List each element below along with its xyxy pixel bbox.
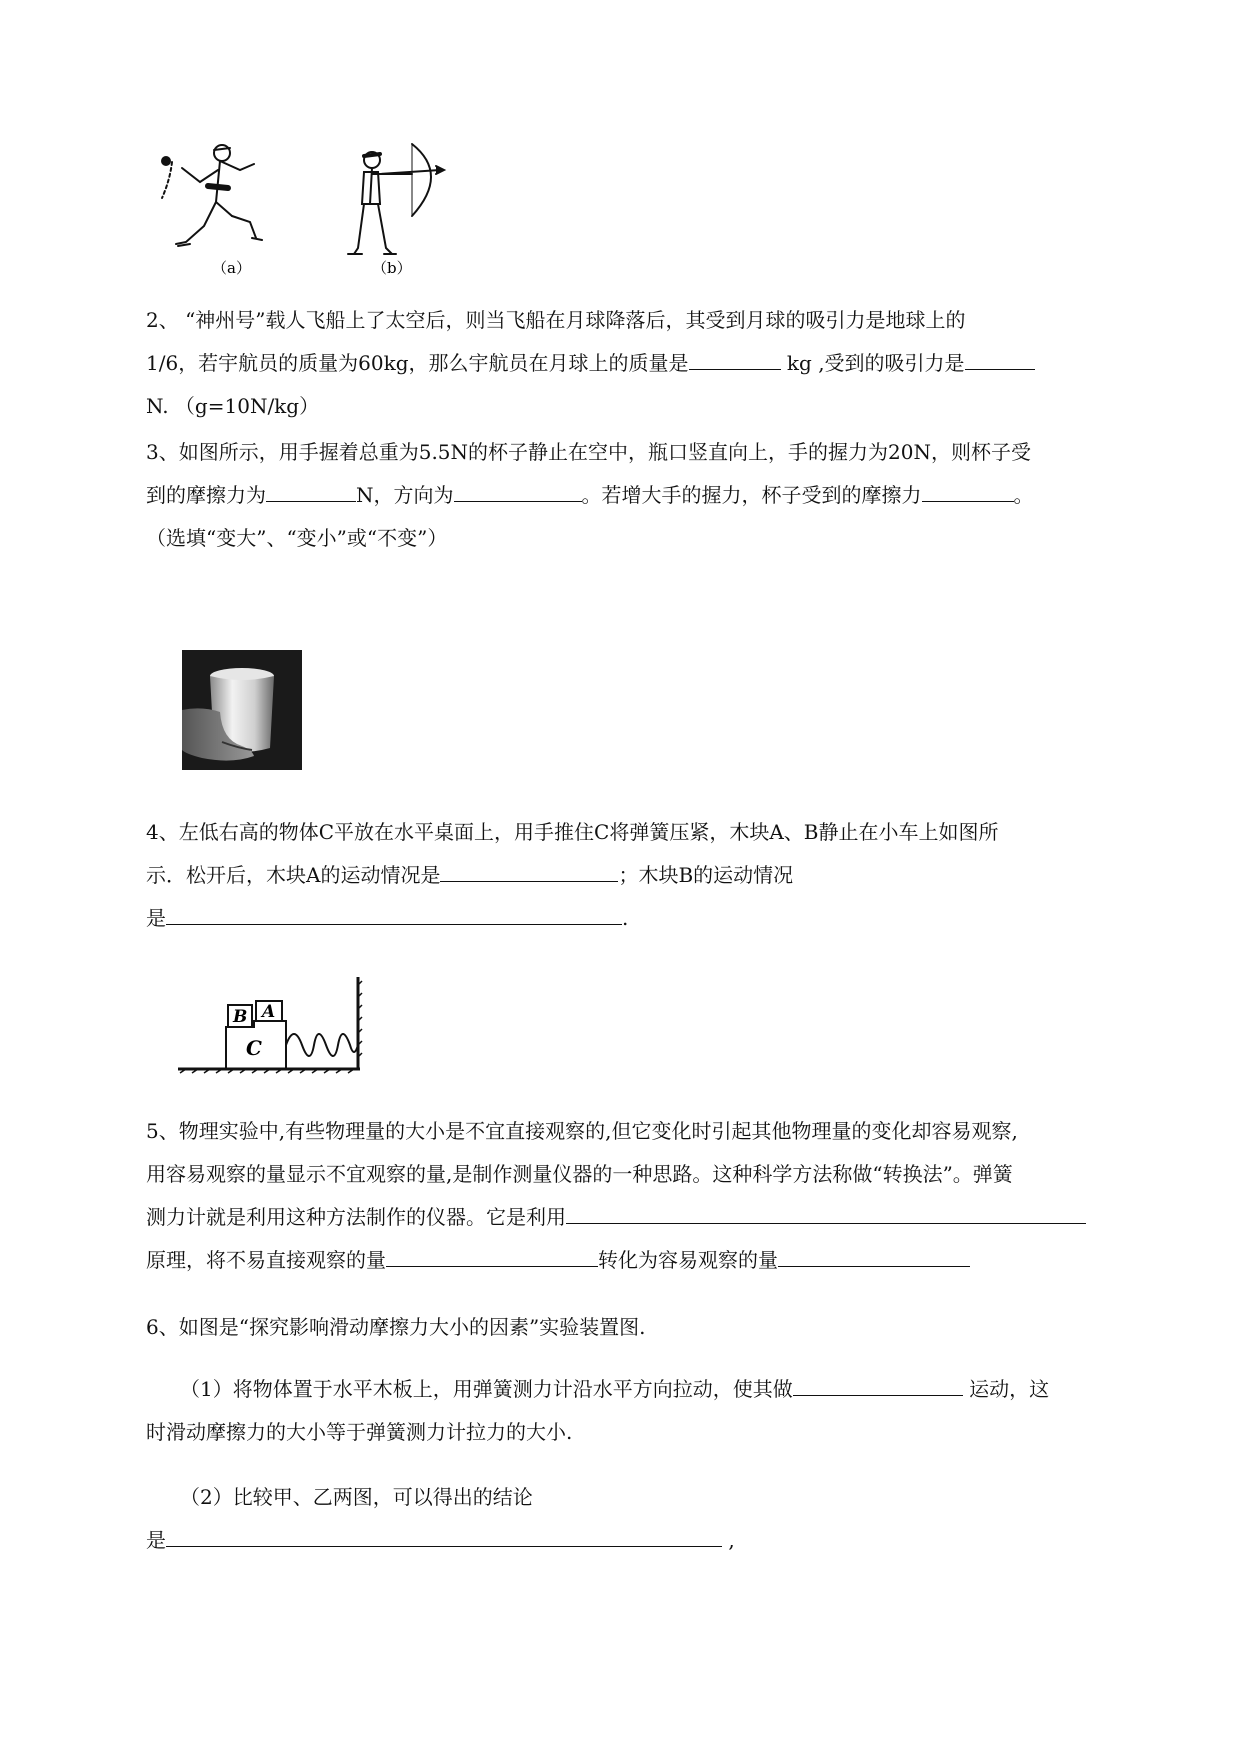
figure-cup-photo (182, 650, 302, 770)
q4-blank-b-motion[interactable] (166, 902, 622, 925)
q5-line-4 (146, 1239, 1151, 1282)
q4-text-c: 是 (146, 906, 166, 930)
q5-line-1: 5、物理实验中,有些物理量的大小是不宜直接观察的,但它变化时引起其他物理量的变化却容易观察, (146, 1119, 1018, 1143)
q3-line-1: 3、如图所示，用手握着总重为5.5N的杯子静止在空中，瓶口竖直向上，手的握力为20N，则杯子受 (146, 440, 1031, 464)
q2-line-1: 2、 “神州号”载人飞船上了太空后，则当飞船在月球降落后，其受到月球的吸引力是地球上的 (146, 308, 966, 332)
question-4 (146, 811, 1151, 940)
q4-text-d: . (622, 906, 629, 930)
q6-sub1-line-2: 时滑动摩擦力的大小等于弹簧测力计拉力的大小. (146, 1420, 573, 1444)
q2-line-2 (146, 342, 1151, 385)
q6-sub2-line-2 (146, 1519, 1151, 1562)
q6-blank-motion[interactable] (793, 1373, 963, 1396)
q5-text-a: 测力计就是利用这种方法制作的仪器。它是利用 (146, 1205, 566, 1229)
q6-sub2-text-b: 是 (146, 1528, 166, 1552)
q5-text-b: 原理，将不易直接观察的量 (146, 1248, 386, 1272)
q3-blank-direction[interactable] (454, 479, 582, 502)
q5-line-3 (146, 1196, 1151, 1239)
q3-text-d: 。 (1013, 483, 1034, 507)
caption-a: （a） (212, 259, 251, 277)
q6-blank-conclusion[interactable] (166, 1524, 722, 1547)
q2-blank-force[interactable] (965, 347, 1035, 370)
question-3 (146, 431, 1151, 560)
q6-sub1-text-b: 运动，这 (962, 1377, 1050, 1401)
q4-line-1: 4、左低右高的物体C平放在水平桌面上，用手推住C将弹簧压紧，木块A、B静止在小车上如图所 (146, 820, 999, 844)
q4-text-b: ；木块B的运动情况 (618, 863, 794, 887)
q3-line-3: （选填“变大”、“变小”或“不变”） (146, 526, 448, 550)
figure-spring-blocks (176, 975, 366, 1075)
label-block-b: B (233, 1007, 248, 1027)
q6-sub1-text-a: （1）将物体置于水平木板上，用弹簧测力计沿水平方向拉动，使其做 (180, 1377, 793, 1401)
question-6-part-2 (146, 1476, 1151, 1562)
q3-line-2 (146, 474, 1151, 517)
q5-line-2: 用容易观察的量显示不宜观察的量,是制作测量仪器的一种思路。这种科学方法称做“转换法”。弹簧 (146, 1162, 1013, 1186)
q2-text-b: kg ,受到的吸引力是 (780, 351, 965, 375)
q5-blank-principle[interactable] (566, 1201, 1086, 1224)
q3-text-c: 。若增大手的握力，杯子受到的摩擦力 (581, 483, 922, 507)
pitcher-drawing (162, 145, 262, 246)
figure-athletes (150, 130, 450, 282)
q2-line-3: N. （g=10N/kg） (146, 394, 320, 418)
label-block-a: A (262, 1002, 276, 1022)
q4-text-a: 示．松开后，木块A的运动情况是 (146, 863, 441, 887)
question-6 (146, 1306, 1151, 1349)
q5-blank-quantity-1[interactable] (386, 1244, 598, 1267)
archer-drawing (348, 144, 444, 254)
q3-blank-change[interactable] (922, 479, 1014, 502)
q3-text-a: 到的摩擦力为 (146, 483, 266, 507)
question-5 (146, 1110, 1151, 1282)
q6-sub2-text-c: , (722, 1528, 735, 1552)
cup-photo-drawing (182, 650, 302, 770)
spring-blocks-drawing (176, 975, 366, 1075)
athletes-illustration (150, 130, 450, 282)
q3-blank-friction[interactable] (266, 479, 356, 502)
q6-line-1: 6、如图是“探究影响滑动摩擦力大小的因素”实验装置图. (146, 1315, 646, 1339)
q2-blank-mass[interactable] (689, 347, 781, 370)
q4-line-2 (146, 854, 1151, 897)
q6-sub2-line-1: （2）比较甲、乙两图，可以得出的结论 (180, 1485, 533, 1509)
q4-line-3 (146, 897, 1151, 940)
q5-text-c: 转化为容易观察的量 (598, 1248, 778, 1272)
caption-b: （b） (372, 259, 412, 277)
q4-blank-a-motion[interactable] (440, 859, 618, 882)
q3-text-b: N，方向为 (356, 483, 454, 507)
q2-text-a: 1/6，若宇航员的质量为60kg，那么宇航员在月球上的质量是 (146, 351, 689, 375)
question-2 (146, 299, 1151, 428)
label-block-c: C (246, 1036, 262, 1060)
question-6-part-1 (146, 1368, 1151, 1454)
q6-sub1-line-1 (146, 1368, 1151, 1411)
q5-blank-quantity-2[interactable] (778, 1244, 970, 1267)
